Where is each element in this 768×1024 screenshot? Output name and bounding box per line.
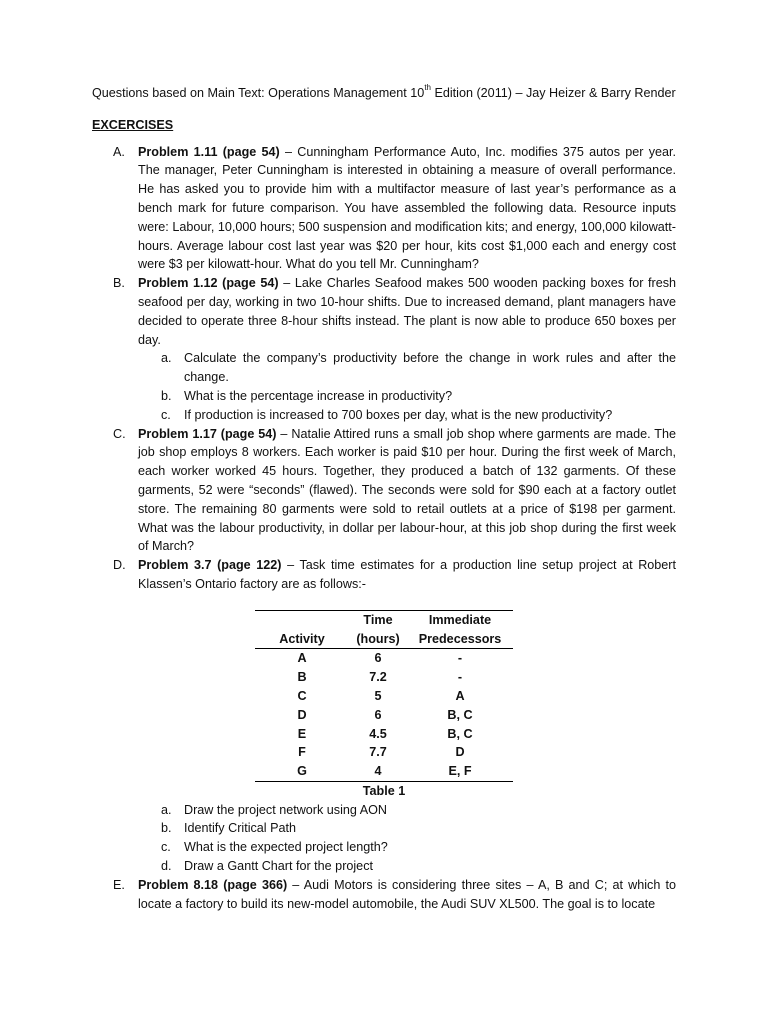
problem-d xyxy=(92,556,676,594)
problem-marker: C. xyxy=(113,426,126,441)
cell-predecessors: B, C xyxy=(447,707,473,722)
cell-time: 5 xyxy=(374,688,382,703)
activity-table xyxy=(255,610,513,782)
table-caption: Table 1 xyxy=(362,783,406,798)
section-heading: EXCERCISES xyxy=(92,117,174,132)
problem-label: Problem 8.18 (page 366) xyxy=(138,877,288,892)
problem-d-subitems xyxy=(92,801,676,876)
subitem-marker: c. xyxy=(161,407,171,422)
cell-time: 7.7 xyxy=(369,745,387,760)
cell-activity: C xyxy=(297,688,307,703)
cell-predecessors: A xyxy=(455,688,465,703)
subitem-text: If production is increased to 700 boxes per day, what is the new productivity? xyxy=(184,407,613,422)
table-header-row xyxy=(255,610,513,649)
table-row xyxy=(255,687,513,706)
cell-activity: G xyxy=(255,762,349,781)
subitem-marker: c. xyxy=(161,840,171,855)
problem-marker: B. xyxy=(113,276,125,291)
document-page xyxy=(92,84,676,913)
problem-text: – Task time estimates for a production line setup project at Robert Klassen’s Ontario factory are as follows:- xyxy=(138,558,677,591)
problem-a xyxy=(92,143,676,275)
cell-time: 4.5 xyxy=(369,726,387,741)
subitem-marker: b. xyxy=(161,821,172,836)
title-superscript: th xyxy=(424,83,431,92)
subitem-marker: a. xyxy=(161,351,172,366)
table-row xyxy=(255,706,513,725)
cell-activity: B xyxy=(297,670,307,685)
cell-predecessors: D xyxy=(455,745,465,760)
subitem-marker: b. xyxy=(161,388,172,403)
problem-text: – Natalie Attired runs a small job shop where garments are made. The job shop employs 8 workers. Each worker is paid $10 per hour. During the first week of March, each worker worked 45 hours. Together, they produced a batch of 132 garments. Of these garments, 52 were “seconds” (flawed). The seconds were sold for $90 each at a factory outlet store. The remaining 80 garments were sold to retail outlets at a price of $198 per garment. What was the labour productivity, in dollar per labour-hour, at this job shop during the first week of March? xyxy=(138,426,677,554)
header-time: Time (hours) xyxy=(356,612,400,646)
subitem-marker: d. xyxy=(161,859,172,874)
problem-b xyxy=(92,274,676,349)
table-row xyxy=(255,762,513,781)
problem-b-subitems xyxy=(92,349,676,424)
problem-label: Problem 1.11 (page 54) xyxy=(138,144,280,159)
title-part1: Questions based on Main Text: Operations Management 10 xyxy=(92,86,425,100)
problem-text: – Lake Charles Seafood makes 500 wooden packing boxes for fresh seafood per day, working in two 10-hour shifts. Due to increased demand, plant managers have decided to operate three 8-hour shifts instead. The plant is now able to produce 650 boxes per day. xyxy=(138,276,677,347)
table-row xyxy=(255,649,513,668)
list-item xyxy=(92,801,676,820)
subitem-text: Calculate the company’s productivity before the change in work rules and after the change. xyxy=(184,351,676,385)
problem-marker: D. xyxy=(113,558,126,573)
problem-label: Problem 1.17 (page 54) xyxy=(138,426,277,441)
list-item xyxy=(92,838,676,857)
table-row xyxy=(255,725,513,744)
problem-text: – Cunningham Performance Auto, Inc. modifies 375 autos per year. The manager, Peter Cunningham is interested in obtaining a measure of overall performance. He has asked you to provide him with a multifactor measure of last year’s performance as a bench mark for future comparison. You have assembled the following data. Resource inputs were: Labour, 10,000 hours; 500 suspension and modification kits; and energy, 100,000 kilowatt-hours. Average labour cost last year was $20 per hour, kits cost $1,000 each and energy cost were $3 per kilowatt-hour. What do you tell Mr. Cunningham? xyxy=(138,144,676,272)
header-activity: Activity xyxy=(279,631,325,646)
cell-activity: D xyxy=(297,707,307,722)
subitem-marker: a. xyxy=(161,802,172,817)
problem-e xyxy=(92,876,676,914)
page-title xyxy=(92,84,676,103)
subitem-text: What is the expected project length? xyxy=(184,840,388,855)
table-row xyxy=(255,743,513,762)
list-item xyxy=(92,387,676,406)
cell-predecessors: E, F xyxy=(407,762,513,781)
cell-predecessors: - xyxy=(407,649,513,668)
problem-marker: A. xyxy=(113,144,125,159)
list-item xyxy=(92,819,676,838)
cell-time: 4 xyxy=(349,762,407,781)
table-row xyxy=(255,668,513,687)
problem-c xyxy=(92,425,676,557)
subitem-text: Identify Critical Path xyxy=(184,821,296,836)
list-item xyxy=(92,857,676,876)
subitem-text: Draw the project network using AON xyxy=(184,802,387,817)
cell-time: 7.2 xyxy=(369,670,387,685)
subitem-text: What is the percentage increase in productivity? xyxy=(184,388,453,403)
list-item xyxy=(92,349,676,387)
title-part2: Edition (2011) – Jay Heizer & Barry Render xyxy=(430,86,676,100)
problem-text: – Audi Motors is considering three sites – A, B and C; at which to locate a factory to build its new-model automobile, the Audi SUV XL500. The goal is to locate xyxy=(138,877,676,911)
cell-time: 6 xyxy=(349,649,407,668)
cell-predecessors: B, C xyxy=(447,726,473,741)
cell-activity: E xyxy=(297,726,307,741)
problem-label: Problem 1.12 (page 54) xyxy=(138,276,279,291)
problem-marker: E. xyxy=(113,877,125,892)
subitem-text: Draw a Gantt Chart for the project xyxy=(184,859,373,874)
header-predecessors: Immediate Predecessors xyxy=(418,612,502,646)
problem-label: Problem 3.7 (page 122) xyxy=(138,558,282,573)
cell-predecessors: - xyxy=(457,670,463,685)
cell-time: 6 xyxy=(374,707,382,722)
cell-activity: A xyxy=(255,649,349,668)
cell-activity: F xyxy=(298,745,306,760)
list-item xyxy=(92,406,676,425)
